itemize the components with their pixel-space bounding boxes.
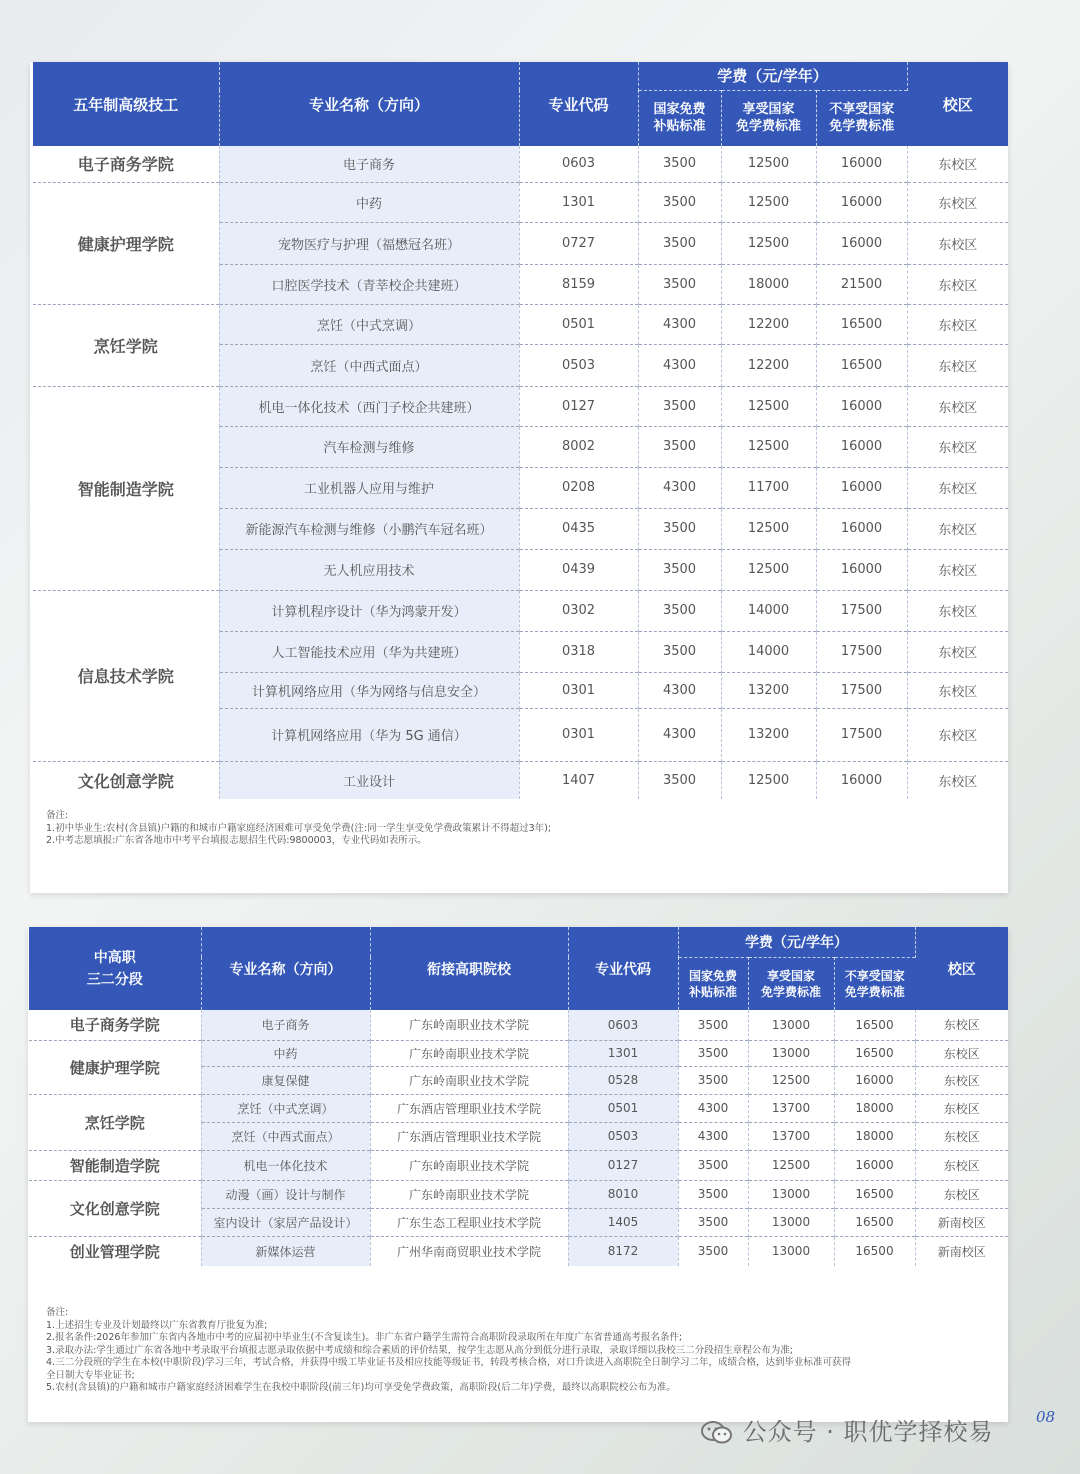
major-code: 1405 (568, 1208, 678, 1236)
fee-full: 16500 (834, 1180, 915, 1208)
partner-college: 广东岭南职业技术学院 (370, 1010, 568, 1040)
major-code: 8010 (568, 1180, 678, 1208)
campus-name: 东校区 (907, 508, 1008, 549)
fee-full-header (834, 957, 915, 1010)
fee-subsidy: 3500 (638, 631, 721, 672)
major-code: 0127 (568, 1150, 678, 1180)
table-row (29, 1094, 1008, 1122)
partner-college: 广东生态工程职业技术学院 (370, 1208, 568, 1236)
fee-exempt: 13000 (748, 1010, 834, 1040)
three-two-table-body (29, 1010, 1008, 1266)
fee-exempt: 12500 (721, 761, 816, 799)
fee-sub-label: 不享受国家 免学费标准 (829, 102, 895, 135)
table-title-text: 中高职 三二分段 (86, 949, 143, 988)
major-code: 1301 (568, 1040, 678, 1066)
major-code: 0301 (519, 672, 638, 708)
table-row (33, 386, 1008, 426)
fee-full: 16000 (816, 508, 907, 549)
fee-subsidy: 3500 (678, 1066, 748, 1094)
campus-name: 东校区 (915, 1094, 1008, 1122)
five-year-table-body (33, 146, 1008, 799)
department-name: 智能制造学院 (33, 386, 219, 590)
fee-sub-label: 不享受国家 免学费标准 (844, 968, 905, 999)
note-line: 2.中考志愿填报:广东省各地市中考平台填报志愿招生代码:9800003，专业代码如表所示。 (46, 835, 427, 846)
major-name: 烹饪（中西式面点） (219, 344, 519, 386)
fee-subsidy-header (678, 957, 748, 1010)
note-line: 1.初中毕业生:农村(含县镇)户籍的和城市户籍家庭经济困难可享受免学费(注:同一学生享受免学费政策累计不得超过3年); (46, 822, 552, 834)
fee-exempt: 14000 (721, 631, 816, 672)
fee-sub-label: 国家免费 补贴标准 (688, 968, 737, 999)
table-row (29, 1040, 1008, 1066)
campus-name: 东校区 (907, 426, 1008, 467)
major-name: 计算机程序设计（华为鸿蒙开发） (219, 590, 519, 631)
campus-name: 新南校区 (915, 1208, 1008, 1236)
campus-name: 东校区 (915, 1150, 1008, 1180)
fee-subsidy: 4300 (638, 467, 721, 508)
partner-header: 衔接高职院校 (370, 927, 568, 1010)
major-code: 0603 (519, 146, 638, 182)
fee-full-header (816, 90, 907, 146)
table-row (29, 1010, 1008, 1040)
major-header: 专业名称（方向） (219, 62, 519, 146)
campus-name: 东校区 (907, 222, 1008, 264)
table-row (29, 1180, 1008, 1208)
major-name: 新能源汽车检测与维修（小鹏汽车冠名班） (219, 508, 519, 549)
fee-exempt: 13000 (748, 1040, 834, 1066)
fee-subsidy: 3500 (678, 1040, 748, 1066)
major-name: 机电一体化技术 (201, 1150, 370, 1180)
fee-exempt: 11700 (721, 467, 816, 508)
campus-name: 东校区 (915, 1180, 1008, 1208)
fee-full: 17500 (816, 708, 907, 761)
major-code: 0318 (519, 631, 638, 672)
campus-name: 东校区 (907, 386, 1008, 426)
major-code: 0301 (519, 708, 638, 761)
note-line: 全日制大专毕业证书; (46, 1369, 135, 1381)
fee-exempt: 18000 (721, 264, 816, 304)
fee-subsidy: 3500 (638, 146, 721, 182)
fee-full: 16500 (816, 344, 907, 386)
major-name: 康复保健 (201, 1066, 370, 1094)
fee-full: 16000 (816, 146, 907, 182)
major-name: 计算机网络应用（华为 5G 通信） (219, 708, 519, 761)
partner-college: 广东岭南职业技术学院 (370, 1180, 568, 1208)
department-name: 电子商务学院 (33, 146, 219, 182)
major-code: 0127 (519, 386, 638, 426)
fee-subsidy: 3500 (638, 761, 721, 799)
major-code: 0603 (568, 1010, 678, 1040)
fee-subsidy: 4300 (638, 344, 721, 386)
table-row (33, 182, 1008, 222)
department-name: 烹饪学院 (33, 304, 219, 386)
fee-sub-label: 享受国家 免学费标准 (735, 102, 801, 135)
campus-name: 东校区 (943, 1018, 980, 1033)
wechat-icon (700, 1420, 734, 1446)
fee-exempt-header (748, 957, 834, 1010)
campus-name: 东校区 (907, 672, 1008, 708)
fee-exempt: 13200 (721, 708, 816, 761)
campus-header: 校区 (915, 927, 1008, 1010)
table-row (29, 1236, 1008, 1266)
major-name: 机电一体化技术（西门子校企共建班） (219, 386, 519, 426)
fee-full: 16000 (816, 426, 907, 467)
notes-1 (46, 810, 551, 848)
table-row (33, 146, 1008, 182)
campus-name: 东校区 (907, 631, 1008, 672)
watermark-text: 公众号 · 职优学择校易 (742, 1418, 994, 1446)
fee-full: 17500 (816, 631, 907, 672)
three-two-fee-table (29, 927, 1008, 1266)
fee-full: 16500 (834, 1040, 915, 1066)
table-row (33, 590, 1008, 631)
major-name: 工业设计 (219, 761, 519, 799)
three-two-program-card (28, 927, 1008, 1422)
major-code: 0503 (519, 344, 638, 386)
major-code: 8172 (568, 1236, 678, 1266)
note-line: 4.三二分段班的学生在本校(中职阶段)学习三年，考试合格，并获得中级工毕业证书及相应技能等级证书，转段考核合格，对口升读进入高职院全日制学习二年，成绩合格，达到毕业标准可获得 (46, 1357, 851, 1368)
page-number: 08 (1036, 1408, 1056, 1426)
table-row (33, 761, 1008, 799)
fee-full: 18000 (834, 1122, 915, 1150)
major-name: 宠物医疗与护理（福懋冠名班） (219, 222, 519, 264)
fee-full: 17500 (816, 672, 907, 708)
major-name: 新媒体运营 (201, 1236, 370, 1266)
partner-college: 广东酒店管理职业技术学院 (370, 1122, 568, 1150)
fee-full: 16500 (834, 1236, 915, 1266)
partner-college: 广东岭南职业技术学院 (370, 1150, 568, 1180)
fee-full: 16000 (834, 1066, 915, 1094)
fee-subsidy: 3500 (638, 222, 721, 264)
campus-name: 东校区 (907, 264, 1008, 304)
fee-subsidy: 4300 (638, 304, 721, 344)
major-code: 0501 (568, 1094, 678, 1122)
major-name: 烹饪（中式烹调） (201, 1094, 370, 1122)
fee-exempt: 12500 (721, 222, 816, 264)
note-line: 2.报名条件:2026年参加广东省内各地市中考的应届初中毕业生(不含复读生)。非广东省户籍学生需符合高职阶段录取所在年度广东省普通高考报名条件; (46, 1332, 683, 1343)
partner-college: 广东岭南职业技术学院 (370, 1040, 568, 1066)
table-title (29, 927, 201, 1010)
fee-subsidy: 3500 (638, 508, 721, 549)
major-name: 无人机应用技术 (219, 549, 519, 590)
partner-college: 广州华南商贸职业技术学院 (370, 1236, 568, 1266)
fee-exempt: 12500 (721, 182, 816, 222)
fee-exempt: 12500 (721, 508, 816, 549)
campus-name: 东校区 (915, 1122, 1008, 1150)
major-name: 工业机器人应用与维护 (219, 467, 519, 508)
code-header: 专业代码 (568, 927, 678, 1010)
fee-full: 21500 (816, 264, 907, 304)
fee-full: 16000 (816, 467, 907, 508)
fee-subsidy: 4300 (678, 1122, 748, 1150)
major-code: 1301 (519, 182, 638, 222)
fee-subsidy: 3500 (638, 264, 721, 304)
campus-name: 东校区 (915, 1040, 1008, 1066)
fee-header: 学费（元/学年） (678, 927, 915, 957)
department-name: 创业管理学院 (29, 1236, 201, 1266)
note-line: 备注: (46, 810, 69, 821)
fee-sub-label: 享受国家 免学费标准 (760, 968, 821, 999)
fee-exempt: 12200 (721, 344, 816, 386)
major-name: 中药 (201, 1040, 370, 1066)
fee-subsidy: 3500 (678, 1010, 748, 1040)
fee-subsidy: 3500 (638, 426, 721, 467)
fee-exempt: 14000 (721, 590, 816, 631)
fee-subsidy: 4300 (638, 672, 721, 708)
fee-subsidy: 3500 (678, 1150, 748, 1180)
major-name: 电子商务 (201, 1010, 370, 1040)
fee-subsidy: 3500 (678, 1208, 748, 1236)
partner-college: 广东酒店管理职业技术学院 (370, 1094, 568, 1122)
fee-subsidy: 3500 (678, 1180, 748, 1208)
major-code: 1407 (519, 761, 638, 799)
five-year-program-card (30, 62, 1008, 893)
department-name: 健康护理学院 (33, 182, 219, 304)
partner-college: 广东岭南职业技术学院 (370, 1066, 568, 1094)
major-code: 0528 (568, 1066, 678, 1094)
major-code: 8159 (519, 264, 638, 304)
major-name: 中药 (219, 182, 519, 222)
campus-name: 东校区 (907, 182, 1008, 222)
fee-subsidy-header (638, 90, 721, 146)
major-code: 0501 (519, 304, 638, 344)
campus-name: 东校区 (907, 708, 1008, 761)
fee-exempt: 13200 (721, 672, 816, 708)
table-row (33, 304, 1008, 344)
campus-name: 东校区 (907, 304, 1008, 344)
fee-full: 16000 (816, 761, 907, 799)
major-name: 汽车检测与维修 (219, 426, 519, 467)
fee-full: 17500 (816, 590, 907, 631)
fee-subsidy: 3500 (638, 549, 721, 590)
fee-sub-label: 国家免费 补贴标准 (653, 102, 706, 135)
fee-full: 16000 (816, 549, 907, 590)
major-name: 人工智能技术应用（华为共建班） (219, 631, 519, 672)
major-name: 烹饪（中西式面点） (201, 1122, 370, 1150)
major-name: 计算机网络应用（华为网络与信息安全） (219, 672, 519, 708)
campus-header: 校区 (907, 62, 1008, 146)
table-row (29, 1150, 1008, 1180)
fee-full: 16500 (834, 1208, 915, 1236)
five-year-fee-table (33, 62, 1008, 799)
department-name: 文化创意学院 (33, 761, 219, 799)
fee-full: 16000 (816, 182, 907, 222)
fee-exempt: 13000 (748, 1180, 834, 1208)
campus-name: 新南校区 (915, 1236, 1008, 1266)
fee-full: 16000 (834, 1150, 915, 1180)
major-code: 0439 (519, 549, 638, 590)
note-line: 3.录取办法:学生通过广东省各地中考录取平台填报志愿录取依据中考成绩和综合素质的评价结果，按学生志愿从高分到低分进行录取，录取详细以我校三二分段招生章程公布为准; (46, 1344, 793, 1356)
notes-2 (46, 1307, 851, 1395)
fee-subsidy: 3500 (678, 1236, 748, 1266)
note-line: 5.农村(含县镇)的户籍和城市户籍家庭经济困难学生在我校中职阶段(前三年)均可享受免学费政策，高职阶段(后二年)学费，最终以高职院校公布为准。 (46, 1382, 676, 1393)
fee-subsidy: 3500 (638, 386, 721, 426)
major-header: 专业名称（方向） (201, 927, 370, 1010)
fee-subsidy: 4300 (678, 1094, 748, 1122)
department-name: 电子商务学院 (29, 1010, 201, 1040)
fee-full: 16500 (834, 1010, 915, 1040)
campus-name: 东校区 (938, 158, 978, 174)
fee-full: 16000 (816, 222, 907, 264)
fee-exempt-header (721, 90, 816, 146)
fee-header: 学费（元/学年） (638, 62, 907, 90)
fee-exempt: 13000 (748, 1236, 834, 1266)
department-name: 信息技术学院 (33, 590, 219, 761)
fee-exempt: 12500 (721, 146, 816, 182)
major-code: 0503 (568, 1122, 678, 1150)
table-title: 五年制高级技工 (33, 62, 219, 146)
major-name: 口腔医学技术（青莘校企共建班） (219, 264, 519, 304)
watermark (700, 1412, 994, 1447)
fee-full: 16000 (816, 386, 907, 426)
major-code: 0435 (519, 508, 638, 549)
major-name: 室内设计（家居产品设计） (201, 1208, 370, 1236)
major-name: 电子商务 (219, 146, 519, 182)
fee-exempt: 12500 (721, 549, 816, 590)
fee-exempt: 13000 (748, 1208, 834, 1236)
fee-exempt: 13700 (748, 1122, 834, 1150)
campus-name: 东校区 (915, 1066, 1008, 1094)
campus-name: 东校区 (907, 344, 1008, 386)
campus-name: 东校区 (907, 467, 1008, 508)
campus-name: 东校区 (907, 590, 1008, 631)
major-name: 动漫（画）设计与制作 (201, 1180, 370, 1208)
fee-exempt: 13700 (748, 1094, 834, 1122)
major-code: 0727 (519, 222, 638, 264)
campus-name: 东校区 (907, 761, 1008, 799)
fee-exempt: 12500 (721, 386, 816, 426)
fee-exempt: 12500 (748, 1066, 834, 1094)
fee-subsidy: 4300 (638, 708, 721, 761)
note-line: 备注: (46, 1307, 69, 1318)
code-header: 专业代码 (519, 62, 638, 146)
major-name: 烹饪（中式烹调） (219, 304, 519, 344)
campus-name: 东校区 (907, 549, 1008, 590)
fee-exempt: 12500 (748, 1150, 834, 1180)
department-name: 文化创意学院 (29, 1180, 201, 1236)
major-code: 0208 (519, 467, 638, 508)
fee-full: 18000 (834, 1094, 915, 1122)
department-name: 烹饪学院 (29, 1094, 201, 1150)
department-name: 健康护理学院 (29, 1040, 201, 1094)
fee-exempt: 12200 (721, 304, 816, 344)
fee-subsidy: 3500 (638, 182, 721, 222)
major-code: 8002 (519, 426, 638, 467)
major-code: 0302 (519, 590, 638, 631)
note-line: 1.上述招生专业及计划最终以广东省教育厅批复为准; (46, 1319, 268, 1331)
fee-exempt: 12500 (721, 426, 816, 467)
fee-full: 16500 (816, 304, 907, 344)
fee-subsidy: 3500 (638, 590, 721, 631)
department-name: 智能制造学院 (29, 1150, 201, 1180)
